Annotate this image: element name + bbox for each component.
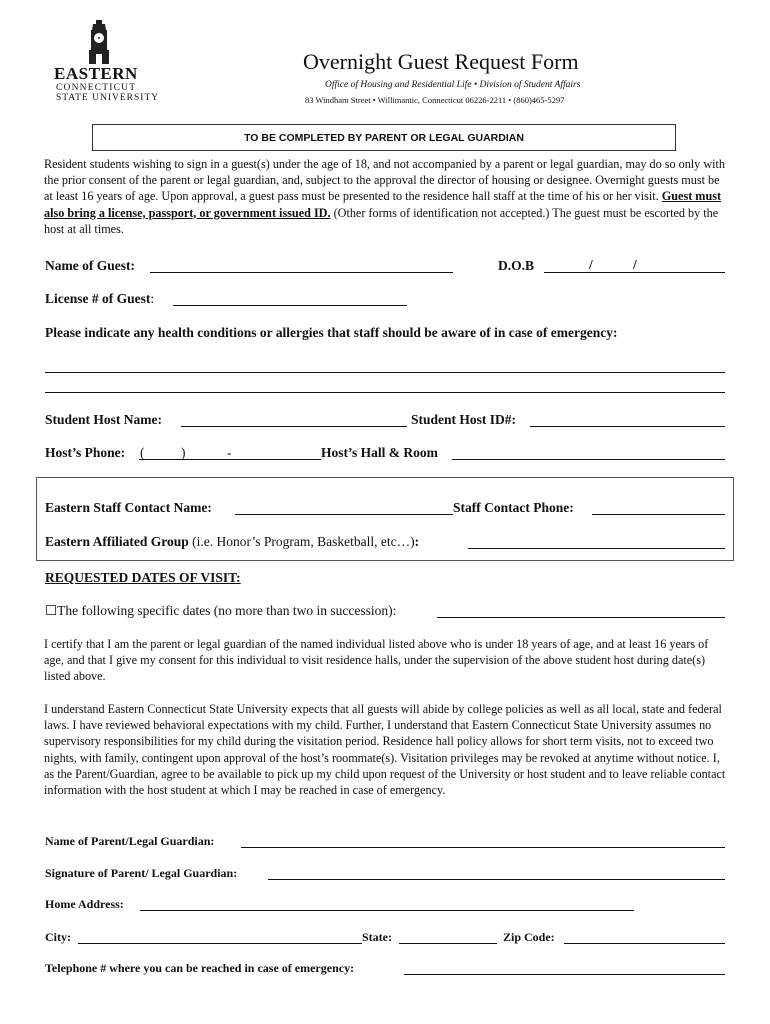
guest-name-label: Name of Guest: (45, 258, 135, 273)
phone-dash: - (227, 445, 232, 460)
dob-label: D.O.B (498, 258, 535, 273)
health-field-line-2[interactable] (45, 392, 725, 393)
logo-state: CONNECTICUT (56, 83, 137, 93)
host-id-field[interactable] (530, 426, 725, 427)
state-field[interactable] (399, 943, 497, 944)
emergency-telephone-field[interactable] (404, 974, 725, 975)
form-title: Overnight Guest Request Form (303, 49, 579, 74)
specific-dates-option: ☐The following specific dates (no more than two in succession): (45, 603, 397, 618)
guardian-name-field[interactable] (241, 847, 725, 848)
state-label: State: (362, 930, 392, 944)
guardian-name-label: Name of Parent/Legal Guardian: (45, 834, 215, 848)
license-field[interactable] (173, 305, 407, 306)
certify-paragraph: I certify that I am the parent or legal guardian of the named individual listed above who is under 18 years of age, and at least 16 years of age, and that I give my consent for this individual to visit residence halls, under the supervision of the above student host during date(s) listed above. (44, 637, 709, 684)
license-label: License # of Guest: (45, 291, 155, 306)
health-label: Please indicate any health conditions or allergies that staff should be aware of in case of emergency: (45, 325, 618, 340)
home-address-field[interactable] (140, 910, 634, 911)
phone-paren-open: ( (140, 445, 145, 460)
city-field[interactable] (78, 943, 362, 944)
logo-wordmark: EASTERN (54, 64, 138, 83)
host-id-label: Student Host ID#: (411, 412, 517, 427)
id-requirement: Guest must also bring a license, passport, or government issued ID. (44, 189, 722, 220)
host-hall-field[interactable] (452, 459, 725, 460)
guardian-signature-label: Signature of Parent/ Legal Guardian: (45, 866, 238, 880)
dob-separator: / (589, 257, 593, 272)
city-label: City: (45, 930, 71, 944)
host-name-field[interactable] (181, 426, 407, 427)
checkbox[interactable]: ☐ (45, 603, 58, 618)
understand-paragraph: I understand Eastern Connecticut State University expects that all guests will abide by college policies as well as all local, state and federal laws. I have reviewed behavioral expectations with my child. Further, I understand that Eastern Connecticut State University assumes no supervisory responsibilities for my child during the visitation period. Residence hall policy allows for short term visits, not to exceed two nights, with family, contingent upon approval of the host’s roommate(s). Visitation privileges may be revoked at anytime without notice. I, as the Parent/Guardian, agree to be available to pick up my child upon request of the University or host student and to leave reliable contact information with the host student at which I may be reached in case of emergency. (44, 702, 726, 798)
staff-phone-field[interactable] (592, 514, 725, 515)
staff-contact-label: Eastern Staff Contact Name: (45, 500, 212, 515)
host-phone-label: Host’s Phone: (45, 445, 126, 460)
staff-phone-label: Staff Contact Phone: (453, 500, 574, 515)
clock-tower-logo-icon (86, 20, 112, 64)
host-hall-label: Host’s Hall & Room (321, 445, 438, 460)
guest-name-field[interactable] (150, 272, 453, 273)
health-field-line-1[interactable] (45, 372, 725, 373)
phone-paren-close: ) (181, 445, 186, 460)
dob-separator: / (633, 257, 637, 272)
home-address-label: Home Address: (45, 897, 124, 911)
staff-contact-field[interactable] (235, 514, 453, 515)
requested-dates-heading: REQUESTED DATES OF VISIT: (45, 570, 241, 585)
address-line: 83 Windham Street • Willimantic, Connecticut 06226-2211 • (860)465-5297 (305, 95, 565, 105)
guardian-signature-field[interactable] (268, 879, 725, 880)
logo-university: STATE UNIVERSITY (56, 93, 160, 103)
specific-dates-field[interactable] (437, 617, 725, 618)
office-line: Office of Housing and Residential Life • Division of Student Affairs (325, 80, 581, 90)
intro-paragraph: Resident students wishing to sign in a guest(s) under the age of 18, and not accompanied by a parent or legal guardian, may do so only with the prior consent of the parent or legal guardian, and, subject to the approval the director of housing or designee. Overnight guests must be at least 16 years of age. Upon approval, a guest pass must be presented to the residence hall staff at the time of his or her visit. Guest must also bring a license, passport, or government issued ID. (Other forms of identification not accepted.) The guest must be escorted by the host at all times. (44, 157, 725, 236)
affiliated-group-label: Eastern Affiliated Group (i.e. Honor’s Program, Basketball, etc…): (45, 534, 420, 549)
zip-field[interactable] (564, 943, 725, 944)
emergency-telephone-label: Telephone # where you can be reached in case of emergency: (45, 961, 355, 975)
affiliated-group-field[interactable] (468, 548, 725, 549)
section-banner: TO BE COMPLETED BY PARENT OR LEGAL GUARDIAN (92, 124, 676, 151)
host-name-label: Student Host Name: (45, 412, 162, 427)
zip-label: Zip Code: (503, 930, 555, 944)
